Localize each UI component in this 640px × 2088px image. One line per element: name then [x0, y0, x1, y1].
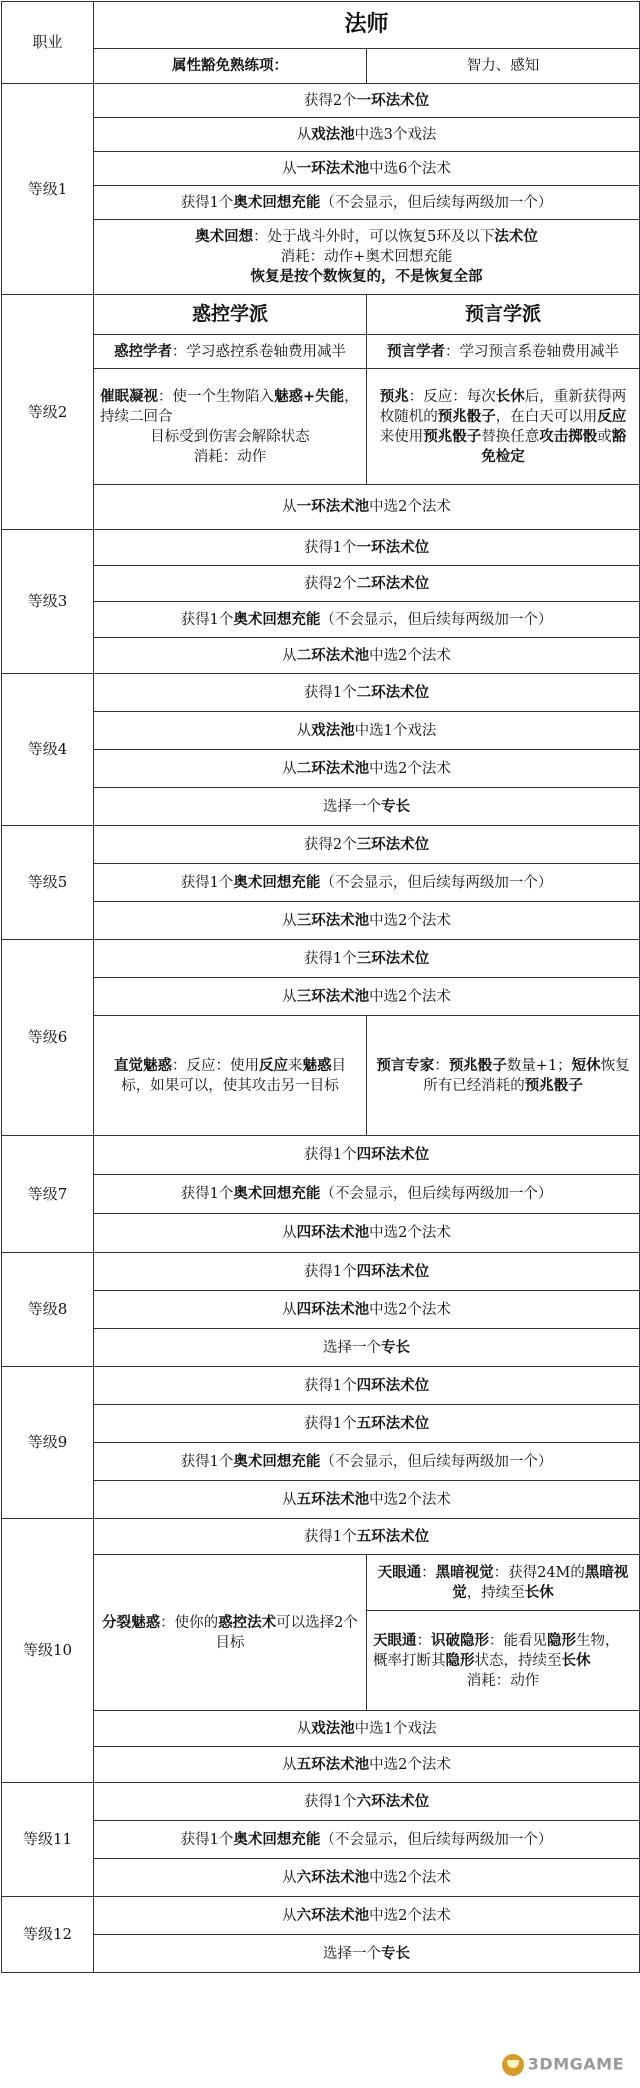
level-3-row: 获得2个二环法术位 [94, 566, 640, 602]
level-1-label: 等级1 [2, 84, 94, 295]
level-12-row: 选择一个专长 [94, 1935, 640, 1973]
level-7-row: 获得1个奥术回想充能（不会显示，但后续每两级加一个） [94, 1175, 640, 1214]
level-1-row: 获得2个一环法术位 [94, 84, 640, 118]
level-4-row: 从戏法池中选1个戏法 [94, 712, 640, 750]
level-3-row: 获得1个一环法术位 [94, 530, 640, 566]
expert-divination: 预言专家：预兆骰子数量+1；短休恢复所有已经消耗的预兆骰子 [367, 1016, 640, 1136]
level-7-row: 获得1个四环法术位 [94, 1136, 640, 1175]
third-eye-darkvision: 天眼通：黑暗视觉：获得24M的黑暗视觉，持续至长休 [367, 1555, 640, 1611]
level-10-row: 获得1个五环法术位 [94, 1519, 640, 1555]
level-11-row: 从六环法术池中选2个法术 [94, 1859, 640, 1897]
level-1-row: 从一环法术池中选6个法术 [94, 152, 640, 186]
level-9-row: 获得1个五环法术位 [94, 1405, 640, 1443]
level-12-row: 从六环法术池中选2个法术 [94, 1897, 640, 1935]
level-2-row: 从一环法术池中选2个法术 [94, 485, 640, 530]
level-1-row: 从戏法池中选3个戏法 [94, 118, 640, 152]
hypnotic-gaze: 催眠凝视：使一个生物陷入魅惑+失能，持续二回合 目标受到伤害会解除状态 消耗：动作 [94, 369, 367, 485]
level-10-label: 等级10 [2, 1519, 94, 1783]
level-6-row: 从三环法术池中选2个法术 [94, 978, 640, 1016]
level-5-label: 等级5 [2, 826, 94, 940]
wizard-level-table [1, 1, 640, 1973]
level-12-label: 等级12 [2, 1897, 94, 1973]
level-6-label: 等级6 [2, 940, 94, 1136]
school-divination: 预言学派 [367, 295, 640, 335]
level-5-row: 从三环法术池中选2个法术 [94, 902, 640, 940]
proficiency-label: 属性豁免熟练项： [94, 49, 367, 84]
level-11-row: 获得1个六环法术位 [94, 1783, 640, 1821]
proficiency-value: 智力、感知 [367, 49, 640, 84]
level-1-row: 获得1个奥术回想充能（不会显示，但后续每两级加一个） [94, 186, 640, 220]
school-enchantment: 惑控学派 [94, 295, 367, 335]
split-enchantment: 分裂魅惑：使你的惑控法术可以选择2个目标 [94, 1555, 367, 1711]
level-11-label: 等级11 [2, 1783, 94, 1897]
class-name: 法师 [94, 2, 640, 49]
level-3-row: 获得1个奥术回想充能（不会显示，但后续每两级加一个） [94, 602, 640, 638]
level-11-row: 获得1个奥术回想充能（不会显示，但后续每两级加一个） [94, 1821, 640, 1859]
level-4-row: 获得1个二环法术位 [94, 674, 640, 712]
level-9-row: 获得1个奥术回想充能（不会显示，但后续每两级加一个） [94, 1443, 640, 1481]
divination-savant: 预言学者：学习预言系卷轴费用减半 [367, 335, 640, 369]
instinctive-charm: 直觉魅惑：反应：使用反应来魅惑目标，如果可以，使其攻击另一目标 [94, 1016, 367, 1136]
level-8-row: 从四环法术池中选2个法术 [94, 1291, 640, 1329]
level-2-label: 等级2 [2, 295, 94, 530]
level-7-row: 从四环法术池中选2个法术 [94, 1214, 640, 1253]
portent: 预兆：反应：每次长休后，重新获得两枚随机的预兆骰子，在白天可以用反应来使用预兆骰子替换任意攻击掷骰或豁免检定 [367, 369, 640, 485]
level-5-row: 获得2个三环法术位 [94, 826, 640, 864]
level-6-row: 获得1个三环法术位 [94, 940, 640, 978]
arcane-recovery-description: 奥术回想：处于战斗外时，可以恢复5环及以下法术位 消耗：动作+奥术回想充能 恢复是按个数恢复的，不是恢复全部 [94, 220, 640, 295]
watermark-logo-icon [502, 2054, 524, 2076]
level-4-label: 等级4 [2, 674, 94, 826]
watermark: 3DMGAME [502, 2054, 624, 2076]
level-9-label: 等级9 [2, 1367, 94, 1519]
level-9-row: 从五环法术池中选2个法术 [94, 1481, 640, 1519]
third-eye-see-invisibility: 天眼通：识破隐形：能看见隐形生物，概率打断其隐形状态，持续至长休 消耗：动作 [367, 1611, 640, 1711]
level-7-label: 等级7 [2, 1136, 94, 1253]
enchantment-savant: 惑控学者：学习惑控系卷轴费用减半 [94, 335, 367, 369]
level-3-label: 等级3 [2, 530, 94, 674]
header-job-label: 职业 [2, 2, 94, 84]
level-5-row: 获得1个奥术回想充能（不会显示，但后续每两级加一个） [94, 864, 640, 902]
level-8-row: 获得1个四环法术位 [94, 1253, 640, 1291]
level-10-row: 从戏法池中选1个戏法 [94, 1711, 640, 1747]
level-4-row: 从二环法术池中选2个法术 [94, 750, 640, 788]
level-4-row: 选择一个专长 [94, 788, 640, 826]
level-9-row: 获得1个四环法术位 [94, 1367, 640, 1405]
level-3-row: 从二环法术池中选2个法术 [94, 638, 640, 674]
level-8-row: 选择一个专长 [94, 1329, 640, 1367]
level-10-row: 从五环法术池中选2个法术 [94, 1747, 640, 1783]
level-8-label: 等级8 [2, 1253, 94, 1367]
